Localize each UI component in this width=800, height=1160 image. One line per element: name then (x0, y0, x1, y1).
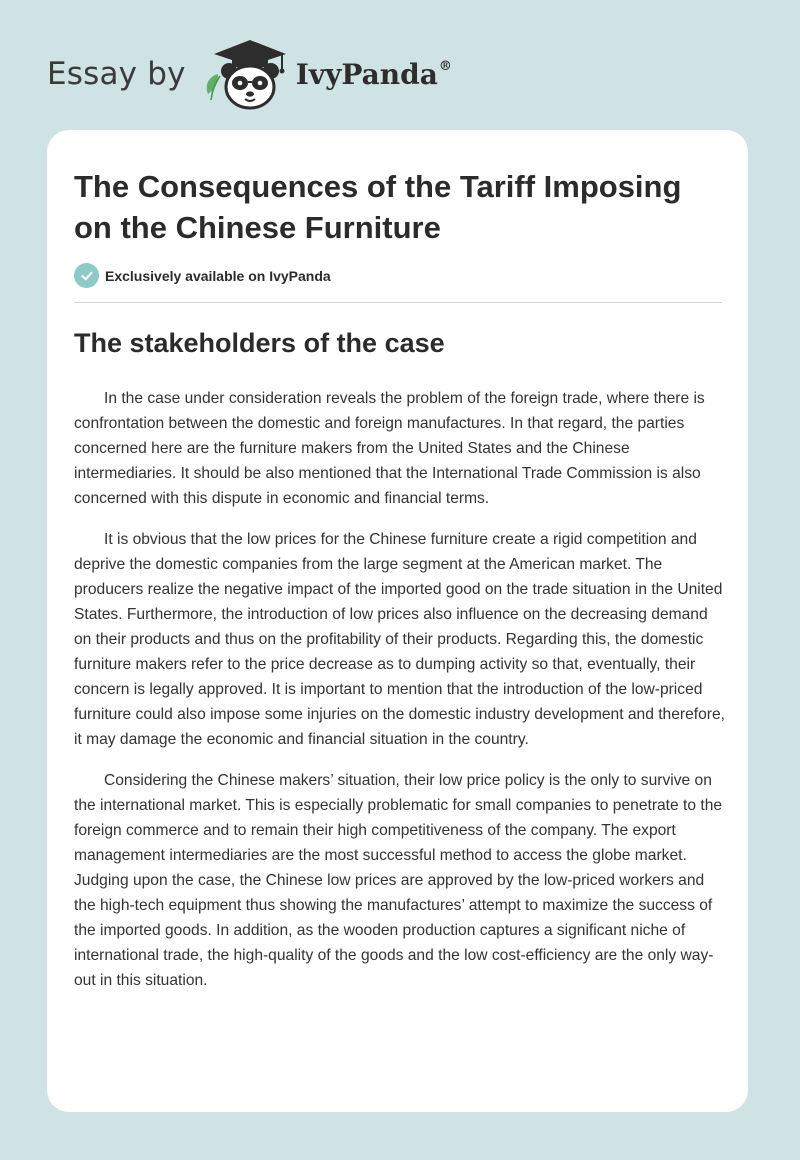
paragraph: Considering the Chinese makers’ situation, their low price policy is the only to survive on the international market. This is especially problematic for small companies to penetrate to the foreign commerce and to remain their high competitiveness of the company. The export management intermediaries are the most successful method to access the globe market. Judging upon the case, the Chinese low prices are approved by the low-priced workers and the high-tech equipment thus showing the manufactures’ attempt to maximize the success of the imported goods. In addition, as the wooden production captures a significant niche of international trade, the high-quality of the goods and the low cost-efficiency are the only way-out in this situation. (74, 772, 723, 989)
essay-card (47, 130, 748, 1112)
panda-logo-icon[interactable] (202, 36, 292, 112)
exclusive-badge (74, 263, 331, 288)
trademark-symbol: ® (438, 58, 452, 74)
brand-name[interactable]: IvyPanda® (295, 57, 452, 91)
paragraph: In the case under consideration reveals the problem of the foreign trade, where there is confrontation between the domestic and foreign manufactures. In that regard, the parties concerned here are the furniture makers from the United States and the Chinese intermediaries. It should be also mentioned that the International Trade Commission is also concerned with this dispute in economic and financial terms. (74, 390, 705, 507)
essay-title: The Consequences of the Tariff Imposing on the Chinese Furniture (74, 169, 682, 245)
check-icon (74, 263, 99, 288)
section-heading: The stakeholders of the case (74, 328, 445, 358)
badge-label: Exclusively available on IvyPanda (105, 267, 331, 284)
site-header (47, 34, 452, 114)
essay-by-label: Essay by (47, 56, 186, 92)
paragraph: It is obvious that the low prices for the Chinese furniture create a rigid competition and deprive the domestic companies from the large segment at the American market. The producers realize the negative impact of the imported good on the trade situation in the United States. Furthermore, the introduction of low prices also influence on the decreasing demand on their products and thus on the profitability of their products. Regarding this, the domestic furniture makers refer to the price decrease as to dumping activity so that, eventually, their concern is legally approved. It is important to mention that the introduction of the low-priced furniture could also impose some injuries on the domestic industry development and therefore, it may damage the economic and financial situation in the country. (74, 531, 725, 748)
essay-body (74, 386, 726, 1009)
divider (74, 302, 722, 303)
